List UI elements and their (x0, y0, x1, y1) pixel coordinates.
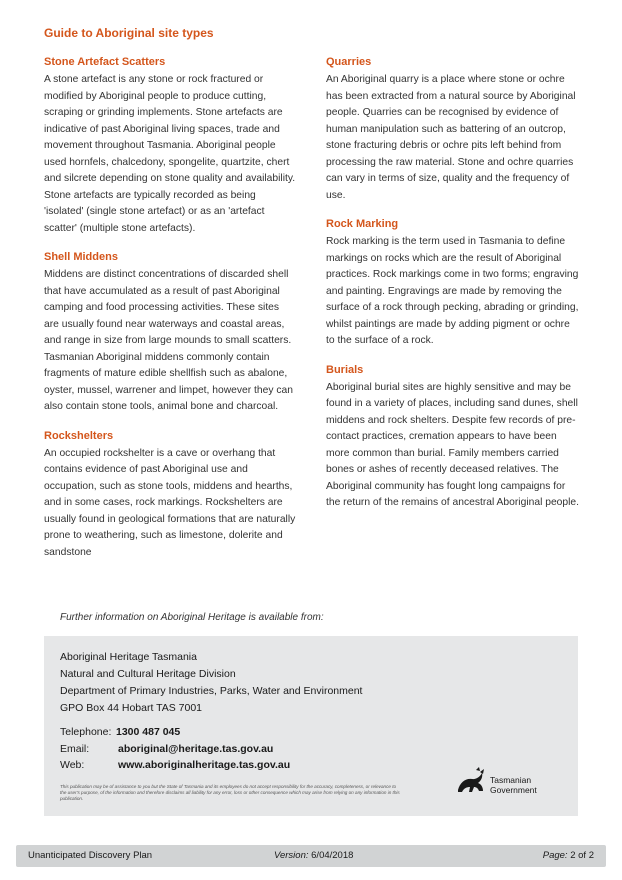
address-line: Aboriginal Heritage Tasmania (60, 651, 197, 663)
section-body: An Aboriginal quarry is a place where stone or ochre has been extracted from a natural source by Aboriginal people. Quarries can be recognised by evidence of human manipulation such as battering of an outcrop, stone fracturing debris or ochre pits left behind from processing the raw material. Stone and ochre quarries can vary in terms of size, quality and the frequency of use. (326, 74, 576, 201)
left-column (44, 54, 296, 573)
disclaimer-text: This publication may be of assistance to you but the State of Tasmania and its employees do not accept responsibility for the accuracy, completeness, or relevance to the user's purpose, of the information and therefore disclaims all liability for any error, loss or other consequence which may arise from relying on any information in this publication. (60, 784, 400, 801)
further-info-text: Further information on Aboriginal Heritage is available from: (60, 612, 324, 623)
web-link[interactable]: www.aboriginalheritage.tas.gov.au (118, 759, 291, 771)
section-rockshelters (44, 428, 296, 562)
web-label: Web: (60, 759, 85, 771)
footer-doc-name: Unanticipated Discovery Plan (28, 850, 153, 861)
footer-version (274, 850, 353, 861)
section-heading: Stone Artefact Scatters (44, 56, 166, 68)
section-heading: Rock Marking (326, 218, 399, 230)
footer-bar (16, 845, 606, 867)
section-heading: Shell Middens (44, 251, 118, 263)
logo-text (490, 775, 537, 795)
telephone-label: Telephone: (60, 726, 112, 738)
telephone-number: 1300 487 045 (116, 726, 181, 738)
logo-line-1: Tasmanian (490, 775, 532, 785)
email-row (60, 741, 290, 758)
section-body: Aboriginal burial sites are highly sensitive and may be found in a variety of places, including sand dunes, shell middens and rock shelters. Despite few records of pre-contact practices, cremation appears to have been more common than burial. Family members carried bones or ashes of recently deceased relatives. The Aboriginal community has fought long campaigns for the return of the remains of ancestral Aboriginal people. (326, 381, 579, 508)
address-block (60, 649, 362, 717)
email-label: Email: (60, 742, 90, 755)
section-quarries (326, 54, 580, 204)
section-stone-artefact-scatters (44, 54, 296, 237)
email-link[interactable]: aboriginal@heritage.tas.gov.au (118, 742, 274, 755)
section-shell-middens (44, 249, 296, 416)
web-row (60, 757, 290, 774)
section-heading: Rockshelters (44, 429, 114, 442)
tasmanian-devil-emblem-icon (454, 764, 488, 798)
version-value: 6/04/2018 (311, 850, 354, 861)
contact-details (60, 724, 290, 774)
page-title: Guide to Aboriginal site types (44, 26, 214, 40)
section-body: Middens are distinct concentrations of discarded shell that have accumulated as a result of past Aboriginal camping and food processing activities. These sites are usually found near waterways and coastal areas, and range in size from large mounds to small scatters. Tasmanian Aboriginal middens commonly contain fragments of mature edible shellfish such as abalone, oyster, mussel, warrener and limpet, however they can also contain stone tools, animal bone and charcoal. (44, 269, 293, 412)
footer-page (543, 850, 594, 861)
logo-line-2: Government (490, 785, 537, 795)
section-heading: Burials (326, 363, 364, 376)
address-line: Natural and Cultural Heritage Division (60, 668, 236, 680)
contact-info-box (44, 636, 578, 816)
section-body: An occupied rockshelter is a cave or overhang that contains evidence of past Aboriginal use and occupation, such as stone tools, middens and hearths, and in some cases, rock markings. Rockshelters are usually found in geological formations that are naturally prone to weathering, such as limestone, dolerite and sandstone (44, 447, 296, 558)
section-rock-marking (326, 216, 580, 350)
page-label: Page: (542, 850, 568, 861)
section-burials (326, 362, 580, 512)
tasmanian-government-logo (454, 764, 564, 804)
address-line: GPO Box 44 Hobart TAS 7001 (60, 702, 203, 714)
section-body: Rock marking is the term used in Tasmania to define markings on rocks which are the result of Aboriginal practices. Rock markings come in two forms; engraving and painting. Engravings are made by removing the surface of a rock through pecking, abrading or grinding, whilst paintings are made by adding pigment or ochre to the surface of a rock. (326, 236, 579, 346)
section-heading: Quarries (326, 56, 372, 68)
address-line: Department of Primary Industries, Parks, Water and Environment (60, 685, 363, 697)
section-body: A stone artefact is any stone or rock fractured or modified by Aboriginal people to produce cutting, scraping or grinding implements. Stone artefacts are indicative of past Aboriginal living spaces, trade and movement throughout Tasmania. Aboriginal people used hornfels, chalcedony, spongelite, quartzite, chert and silcrete depending on stone quality and availability. Stone artefacts are typically recorded as being 'isolated' (single stone artefact) or as an 'artefact scatter' (multiple stone artefacts). (44, 74, 296, 234)
right-column (326, 54, 580, 524)
version-label: Version: (274, 850, 309, 861)
telephone-row (60, 724, 290, 741)
page-value: 2 of 2 (570, 850, 594, 861)
